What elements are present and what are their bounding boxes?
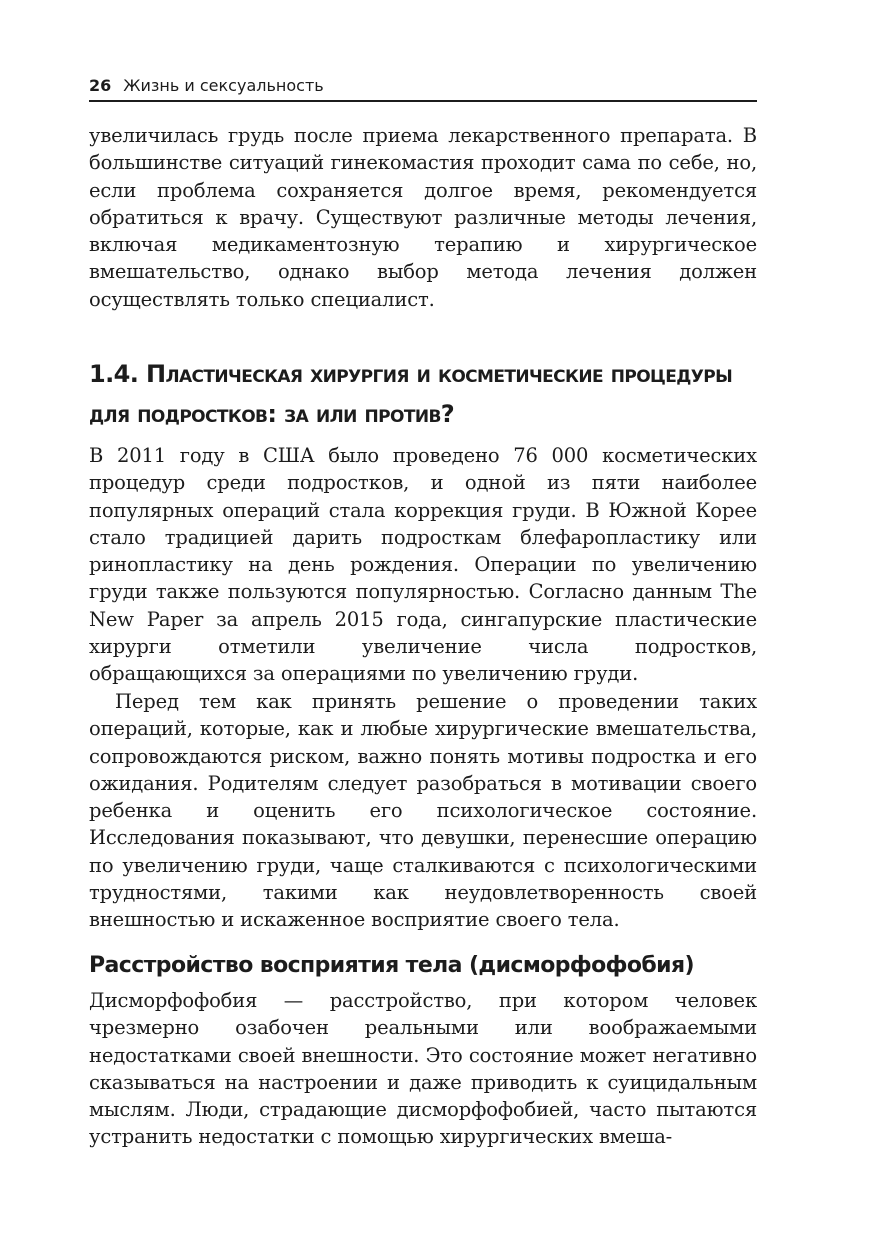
section-paragraph-statistics: В 2011 году в США было проведено 76 000 косметических процедур среди подростков, и одной из пяти наиболее популярных операций стала коррекция груди. В Южной Корее стало традицией дарить подросткам блефаропластику или ринопластику на день рождения. Операции по увеличению груди также пользуются популярностью. Согласно данным The New Paper за апрель 2015 года, сингапурские пластические хирурги отметили увеличение числа подростков, обращающихся за операциями по увеличению груди. <box>89 444 757 686</box>
subsection-paragraph: Дисморфофобия — расстройство, при котором человек чрезмерно озабочен реальными или воображаемыми недостатками своей внешности. Это состояние может негативно сказываться на настроении и даже приводить к суицидальным мыслям. Люди, страдающие дисморфофобией, часто пытаются устранить недостатки с помощью хирургических вмеша- <box>89 989 757 1149</box>
header-divider <box>89 100 757 102</box>
running-head <box>89 74 757 98</box>
section-title: 1.4. Пластическая хирургия и косметические процедуры для подростков: за или против? <box>89 360 733 428</box>
section-paragraph-motives: Перед тем как принять решение о проведении таких операций, которые, как и любые хирургические вмешательства, сопровождаются риском, важно понять мотивы подростка и его ожидания. Родителям следует разобраться в мотивации своего ребенка и оценить его психологическое состояние. Исследования показывают, что девушки, перенесшие операцию по увеличению груди, чаще сталкиваются с психологическими трудностями, такими как неудовлетворенность своей внешностью и искаженное восприятие своего тела. <box>89 690 757 932</box>
subsection-title: Расстройство восприятия тела (дисморфофобия) <box>89 953 694 978</box>
running-title: Жизнь и сексуальность <box>123 76 324 95</box>
page-number: 26 <box>89 76 112 95</box>
intro-paragraph: увеличилась грудь после приема лекарственного препарата. В большинстве ситуаций гинекомастия проходит сама по себе, но, если проблема сохраняется долгое время, рекомендуется обратиться к врачу. Существуют различные методы лечения, включая медикаментозную терапию и хирургическое вмешательство, однако выбор метода лечения должен осуществлять только специалист. <box>89 124 757 311</box>
